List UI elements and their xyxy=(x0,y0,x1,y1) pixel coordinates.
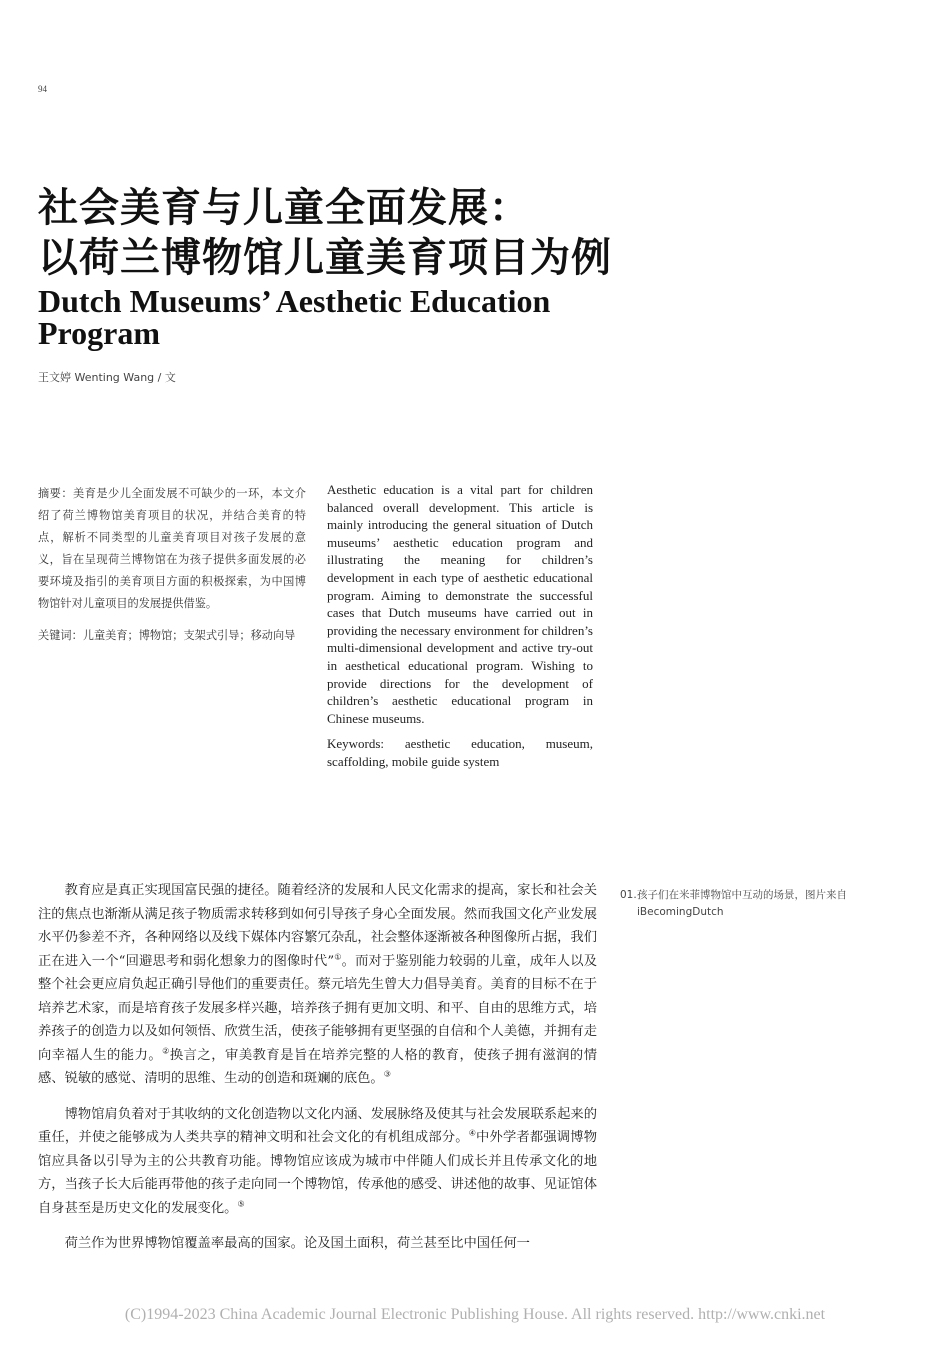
caption-line1: 孩子们在米菲博物馆中互动的场景，图片来自 xyxy=(637,889,847,901)
p1-part-c: 换言之，审美教育是旨在培养完整的人格的教育，使孩子拥有滋润的情感、锐敏的感觉、清明的思维、生动的创造和斑斓的底色。 xyxy=(38,1047,598,1086)
body-paragraph-2 xyxy=(38,1103,597,1221)
abstract-english xyxy=(327,481,593,779)
footnote-ref-5[interactable]: ⑤ xyxy=(237,1199,245,1209)
keywords-zh-text: 关键词：儿童美育；博物馆；支架式引导；移动向导 xyxy=(38,629,296,642)
abstract-en-text: Aesthetic education is a vital part for children balanced overall development. This article is mainly introducing the general situation of Dutch museums’ aesthetic education program and illustrating the meaning for children’s development in each type of aesthetic educational program. Aiming to demonstrate the successful cases that Dutch museums have carried out in providing the necessary environment for children’s multi-dimensional development and active try-out in aesthetical educational program. Wishing to provide directions for the development of children’s aesthetic educational program in Chinese museums. xyxy=(327,482,593,726)
footnote-ref-2[interactable]: ② xyxy=(162,1046,170,1056)
abstract-zh-text: 摘要：美育是少儿全面发展不可缺少的一环，本文介绍了荷兰博物馆美育项目的状况，并结合美育的特点，解析不同类型的儿童美育项目对孩子发展的意义，旨在呈现荷兰博物馆在为孩子提供多面发展的必要环境及指引的美育项目方面的积极探索，为中国博物馆针对儿童项目的发展提供借鉴。 xyxy=(38,487,306,610)
p2-part-a: 博物馆肩负着对于其收纳的文化创造物以文化内涵、发展脉络及使其与社会发展联系起来的重任，并使之能够成为人类共享的精神文明和社会文化的有机组成部分。 xyxy=(38,1106,597,1145)
title-zh-line1: 社会美育与儿童全面发展： xyxy=(38,185,530,231)
body-paragraph-1 xyxy=(38,879,597,1091)
p1-part-b: 。而对于鉴别能力较弱的儿童，成年人以及整个社会更应肩负起正确引导他们的重要责任。蔡元培先生曾大力倡导美育。美育的目标不在于培养艺术家，而是培育孩子发展多样兴趣，培养孩子拥有更加文明、和平、自由的思维方式，培养孩子的创造力以及如何领悟、欣赏生活，使孩子能够拥有更坚强的自信和个人美德，并拥有走向幸福人生的能力。 xyxy=(38,953,597,1063)
p1-part-a: 教育应是真正实现国富民强的捷径。随着经济的发展和人民文化需求的提高，家长和社会关注的焦点也渐渐从满足孩子物质需求转移到如何引导孩子身心全面发展。然而我国文化产业发展水平仍参差不齐，各种网络以及线下媒体内容繁冗杂乱，社会整体逐渐被各种图像所占据，我们正在进入一个“回避思考和弱化想象力的图像时代” xyxy=(38,883,597,969)
figure-caption xyxy=(620,887,885,921)
body-paragraph-3: 荷兰作为世界博物馆覆盖率最高的国家。论及国土面积，荷兰甚至比中国任何一 xyxy=(64,1236,530,1251)
page-title-chinese xyxy=(38,183,678,283)
article-body xyxy=(38,879,597,1268)
footnote-ref-1[interactable]: ① xyxy=(334,952,342,962)
title-zh-line2: 以荷兰博物馆儿童美育项目为例 xyxy=(38,235,612,281)
caption-line2: iBecomingDutch xyxy=(637,906,724,918)
author-line: 王文婷 Wenting Wang / 文 xyxy=(38,371,176,384)
page-number: 94 xyxy=(38,84,47,94)
copyright-footer: (C)1994-2023 China Academic Journal Electronic Publishing House. All rights reserved. http://www.cnki.net xyxy=(124,1306,826,1323)
p2-part-b: 中外学者都强调博物馆应具备以引导为主的公共教育功能。博物馆应该成为城市中伴随人们成长并且传承文化的地方，当孩子长大后能再带他的孩子走向同一个博物馆，传承他的感受、讲述他的故事、见证馆体自身甚至是历史文化的发展变化。 xyxy=(38,1130,598,1216)
keywords-en-text: Keywords: aesthetic education, museum, scaffolding, mobile guide system xyxy=(327,736,593,769)
page-title-english: Dutch Museums’ Aesthetic Education Program xyxy=(38,283,551,351)
footnote-ref-4[interactable]: ④ xyxy=(468,1128,477,1138)
caption-number: 01. xyxy=(620,889,637,901)
footnote-ref-3[interactable]: ③ xyxy=(383,1069,391,1079)
abstract-chinese xyxy=(38,483,306,657)
